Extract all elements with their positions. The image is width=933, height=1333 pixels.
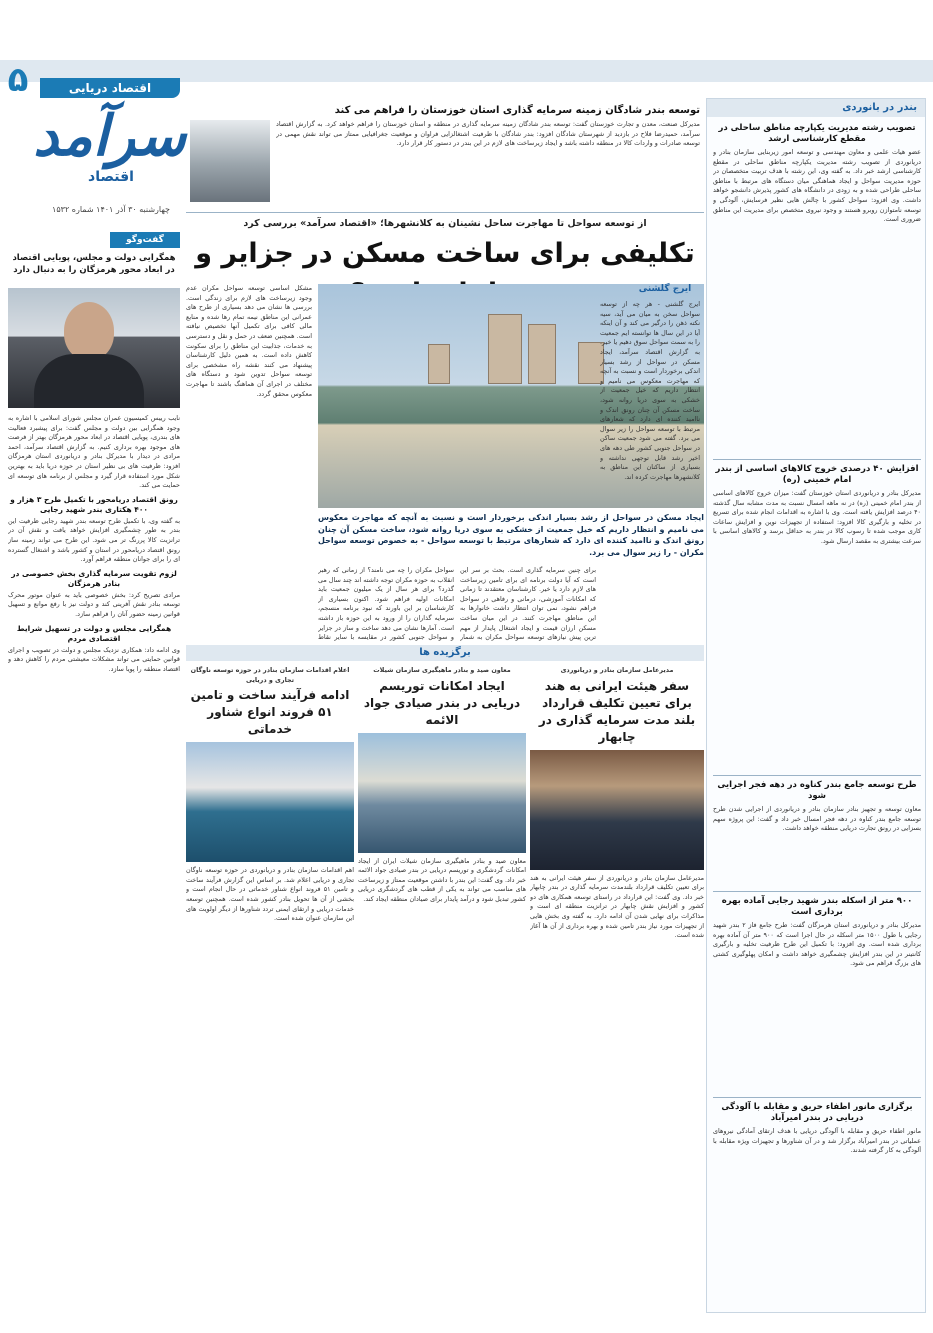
pick-a-kicker: مدیرعامل سازمان بنادر و دریانوردی	[560, 666, 674, 674]
pick-c-photo	[186, 742, 354, 862]
divider	[186, 212, 704, 213]
pick-b-kicker: معاون صید و بنادر ماهیگیری سازمان شیلات	[373, 666, 511, 674]
main-headline: تکلیفی برای ساخت مسکن در جزایر و	[195, 238, 695, 269]
right-story-2: افزایش ۴۰ درصدی خروج کالاهای اساسی از بندر امام خمینی (ره) مدیرکل بنادر و دریانوردی استان خوزستان گفت: میزان خروج کالاهای اساسی از بندر امام خمینی (ره) در نه ماهه امسال نسبت به مدت مشابه سال گذشته ۴۰ درصد افزایش یافته است. وی با اشاره به اقدامات انجام شده برای تسریع در تخلیه و بارگیری کالا افزود: استفاده از تجهیزات نوین و افزایش ساعات کاری موجب شده تا رسوب کالا در بندر به حداقل برسد و کالاهای اساسی با سرعت بیشتری به مقصد ارسال شود.	[713, 459, 921, 769]
interview-tag: گفت‌وگو	[110, 232, 180, 248]
portrait-face	[64, 302, 114, 360]
issue-date: چهارشنبه ۳۰ آذر ۱۴۰۱ شماره ۱۵۳۲	[52, 205, 170, 214]
right-story-1: تصویب رشته مدیریت یکپارچه مناطق ساحلی در مقطع کارشناسی ارشد عضو هیات علمی و معاون مهندسی و توسعه امور زیربنایی سازمان بنادر و دریانوردی از تصویب رشته مدیریت یکپارچه مناطق ساحلی در مقطع کارشناسی ارشد خبر داد. به گفته وی، این رشته با هدف تربیت متخصصان در حوزه مدیریت سواحل و ایجاد هماهنگی میان دستگاه های مرتبط با مناطق ساحلی طراحی شده و به زودی در دانشگاه های کشور پذیرش دانشجو خواهد داشت. وی افزود: سواحل کشور با چالش هایی نظیر فرسایش، آلودگی و توسعه نامتوازن روبرو هستند و وجود نیروی متخصص برای مدیریت این مناطق ضروری است.	[713, 123, 921, 224]
main-kicker: از توسعه سواحل تا مهاجرت ساحل نشینان به کلانشهرها؛ «اقتصاد سرآمد» بررسی کرد	[243, 218, 647, 229]
right-story-4: ۹۰۰ متر از اسکله بندر شهید رجایی آماده بهره برداری است مدیرکل بنادر و دریانوردی استان هرمزگان گفت: طرح جامع فاز ۲ بندر شهید رجایی با طول ۱۵۰۰ متر اسکله در حال اجرا است که ۹۰۰ متر آن آماده بهره برداری شده است. وی افزود: با تکمیل این طرح ظرفیت تخلیه و بارگیری کانتینر در این بندر افزایش چشمگیری خواهد داشت و امکان پهلوگیری کشتی های بزرگ فراهم می شود.	[713, 891, 921, 1091]
main-col1: ایرج گلشنی - هر چه از توسعه سواحل سخن به میان می آید، سیه نکته ذهن را درگیر می کند و آن اینکه آیا در این سال ها توانسته ایم جمعیت را به سمت سواحل سوق دهیم یا خیر. به گزارش اقتصاد سرآمد، ایجاد مسکن در سواحل از رشد بسیار اندکی برخوردار است و نسبت به آنچه که مهاجرت معکوس می نامیم و انتظار داریم که خیل جمعیت از خشکی به سوی دریا روانه شود، ساخت مسکن آن چنان رونق اندک و ناامید کننده ای دارد که شعارهای مرتبط با توسعه سواحل را زیر سوال می برد. گفته می شود جمعیت ساکن در سواحل جنوبی کشور طی دهه های اخیر رشد قابل توجهی نداشته و بسیاری از ساکنان این مناطق به کلانشهرها مهاجرت کرده اند.	[600, 300, 700, 481]
pick-c-body: اهم اقدامات سازمان بنادر و دریانوردی در حوزه توسعه ناوگان تجاری و دریایی اعلام شد. بر اساس این گزارش فرآیند ساخت و تامین ۵۱ فروند انواع شناور خدماتی در حال انجام است و بخشی از آن ها تحویل بنادر کشور شده است. همچنین توسعه خدمات دریایی و ارتقای ایمنی تردد شناورها از دیگر اولویت های این سازمان عنوان شده است.	[186, 866, 354, 923]
page-number: ۵	[7, 60, 29, 100]
pick-a-title: سفر هیئت ایرانی به هند برای تعیین تکلیف قرارداد بلند مدت سرمایه گذاری در چابهار	[538, 678, 696, 744]
top-story-title: توسعه بندر شادگان زمینه سرمایه گذاری استان خوزستان را فراهم می کند	[334, 105, 700, 116]
interview-portrait	[8, 288, 180, 408]
section-tab: اقتصاد دریایی	[40, 78, 180, 98]
tower-building	[488, 314, 522, 384]
logo-main-text: سرآمد	[33, 103, 186, 169]
right-story-3: طرح توسعه جامع بندر کناوه در دهه فجر اجرایی شود معاون توسعه و تجهیز بنادر سازمان بنادر و دریانوردی از اجرایی شدن طرح توسعه جامع بندر کناوه در دهه فجر امسال خبر داد و گفت: این پروژه سهم بسزایی در رونق تجارت دریایی منطقه خواهد داشت.	[713, 775, 921, 885]
interview-body2: به گفته وی، با تکمیل طرح توسعه بندر شهید رجایی ظرفیت این بندر به طور چشمگیری افزایش خواهد یافت و نقش آن در ترانزیت کالا پررنگ تر می شود. این طرح می تواند زمینه ساز رونق اقتصاد دریامحور در استان و کشور باشد و اشتغال گسترده ای را برای جوانان منطقه فراهم آورد.	[8, 516, 180, 564]
right-column-title: بندر در بانوردی	[707, 99, 925, 117]
main-col3: سواحل مکران را چه می نامند؟ از زمانی که رهبر انقلاب به حوزه مکران توجه داشته اند چند سال می گذرد؟ برای هر سال از یک میلیون جمعیت باید امکانات اولیه فراهم شود. اکنون بسیاری از کارشناسان بر این باورند که نبود برنامه منسجم، سرمایه گذاران را از ورود به این حوزه باز داشته است. آمارها نشان می دهد ساخت و ساز در جزایر و سواحل جنوبی کشور در مقایسه با سایر نقاط	[318, 566, 454, 642]
right-news-column	[706, 98, 926, 1313]
tower-building	[428, 344, 450, 384]
main-byline: ایرج گلشنی	[638, 284, 692, 294]
top-story-body: مدیرکل صنعت، معدن و تجارت خوزستان گفت: توسعه بندر شادگان زمینه سرمایه گذاری در منطقه و استان خوزستان را فراهم خواهد کرد. به گزارش اقتصاد سرآمد، حمیدرضا فلاح در بازدید از شهرستان شادگان افزود: بندر شادگان با ظرفیت اشتغالزایی فراوان و موقعیت جغرافیایی ممتاز می تواند نقش مهمی در توسعه صادرات و واردات کالا در منطقه داشته باشد و ایجاد زیرساخت های لازم در این بندر در دستور کار قرار دارد.	[276, 120, 700, 148]
interview-body: نایب رییس کمیسیون عمران مجلس شورای اسلامی با اشاره به وجود همگرایی بین دولت و مجلس گفت: برای پیشبرد فعالیت های بندری، پویایی اقتصاد در ابعاد محور هرمزگان بهتر از فرصت های موجود بهره برداری کنیم. به گزارش اقتصاد سرآمد، احمد مرادی در دیدار با مدیرکل بنادر و دریانوردی استان هرمزگان افزود: ظرفیت های بی نظیر استان در حوزه دریا باید به بهترین شکل مورد استفاده قرار گیرد و مجلس از برنامه های توسعه ای حمایت می کند.	[8, 414, 180, 490]
pick-b-title: ایجاد امکانات توریسم دریایی در بندر صیادی جواد الائمه	[363, 678, 521, 727]
tower-building	[528, 324, 556, 384]
interview-headline: همگرایی دولت و مجلس، پویایی اقتصاد در ابعاد محور هرمزگان را به دنبال دارد	[12, 253, 176, 275]
interview-sub3: همگرایی مجلس و دولت در تسهیل شرایط اقتصادی مردم	[16, 623, 172, 643]
pick-b	[358, 666, 526, 1312]
pick-a-photo	[530, 750, 704, 870]
pick-c-kicker: اعلام اقدامات سازمان بنادر در حوزه توسعه ناوگان تجاری و دریایی	[190, 666, 350, 684]
masthead-logo	[33, 103, 186, 204]
main-lead: ایجاد مسکن در سواحل از رشد بسیار اندکی برخوردار است و نسبت به آنچه که مهاجرت معکوس می نامیم و انتظار داریم که خیل جمعیت از خشکی به سوی دریا روانه شود، ساخت مسکن آن چنان رونق اندک و ناامید کننده ای دارد که شعارهای مرتبط با توسعه سواحل - به خصوص توسعه سواحل مکران - را زیر سوال می برد.	[318, 513, 704, 557]
picks-bar: برگزیده ها	[186, 645, 704, 661]
interview-column	[8, 232, 180, 1312]
pick-a	[530, 666, 704, 1312]
interview-body4: وی ادامه داد: همکاری نزدیک مجلس و دولت در تصویب و اجرای قوانین حمایتی می تواند مشکلات معیشتی مردم را کاهش دهد و اقتصاد منطقه را پویا سازد.	[8, 645, 180, 673]
pick-b-body: معاون صید و بنادر ماهیگیری سازمان شیلات ایران از ایجاد امکانات گردشگری و توریسم دریایی در بندر صیادی جواد الائمه خبر داد. وی گفت: این بندر با داشتن موقعیت ممتاز و زیرساخت های مناسب می تواند به یکی از قطب های گردشگری دریایی کشور تبدیل شود و درآمد پایدار برای صیادان منطقه ایجاد کند.	[358, 856, 526, 903]
right-story-5: برگزاری مانور اطفاء حریق و مقابله با آلودگی دریایی در بندر امیرآباد مانور اطفاء حریق و مقابله با آلودگی دریایی با هدف ارتقای آمادگی نیروهای عملیاتی در بندر امیرآباد برگزار شد و در آن شناورها و تجهیزات ویژه مقابله با آلودگی به کار گرفته شدند.	[713, 1097, 921, 1307]
top-story-photo	[190, 120, 270, 202]
pick-c-title: ادامه فرآیند ساخت و تامین ۵۱ فروند انواع شناور خدماتی	[190, 688, 350, 737]
interview-sub2: لزوم تقویت سرمایه گذاری بخش خصوصی در بنادر هرمزگان	[11, 568, 177, 588]
pick-b-photo	[358, 733, 526, 853]
main-col2: برای چنین سرمایه گذاری است. بحث بر سر این است که آیا دولت برنامه ای برای تامین زیرساخت های لازم دارد یا خیر. کارشناسان معتقدند تا زمانی که امکانات آموزشی، درمانی و رفاهی در سواحل فراهم نشود، نمی توان انتظار داشت خانوارها به این مناطق مهاجرت کنند. در این میان ساخت مسکن ارزان قیمت و ایجاد اشتغال پایدار از مهم ترین پیش نیازهای توسعه سواحل مکران به شمار	[460, 566, 596, 642]
logo-sub-text: اقتصاد	[88, 169, 134, 185]
interview-sub1: رونق اقتصاد دریامحور با تکمیل طرح ۳ هزار و ۴۰۰ هکتاری بندر شهید رجایی	[10, 494, 178, 514]
portrait-suit	[34, 354, 144, 408]
pick-a-body: مدیرعامل سازمان بنادر و دریانوردی از سفر هیئت ایرانی به هند برای تعیین تکلیف قرارداد بلندمدت سرمایه گذاری در بندر چابهار خبر داد. وی گفت: این قرارداد در راستای توسعه همکاری های دو کشور و افزایش نقش چابهار در ترانزیت منطقه ای است و مذاکرات برای نهایی شدن آن ادامه دارد. به گفته وی بخش هایی از تجهیزات مورد نیاز بندر تامین شده و بهره برداری از آن ها آغاز شده است.	[530, 873, 704, 940]
top-story	[276, 104, 700, 204]
interview-body3: مرادی تصریح کرد: بخش خصوصی باید به عنوان موتور محرک توسعه بنادر نقش آفرینی کند و دولت نیز با رفع موانع و تسهیل قوانین زمینه حضور آنان را فراهم سازد.	[8, 590, 180, 618]
main-col4: مشکل اساسی توسعه سواحل مکران عدم وجود زیرساخت های لازم برای زندگی است. بررسی ها نشان می دهد بسیاری از طرح های عمرانی این مناطق نیمه تمام رها شده و منابع مالی کافی برای تکمیل آنها تخصیص نیافته است. همچنین ضعف در حمل و نقل و دسترسی به خدمات، جذابیت این مناطق را برای سکونت کاهش داده است. به همین دلیل کارشناسان پیشنهاد می کنند نقشه راه مشخصی برای توسعه سواحل تدوین شود و دستگاه های مختلف در اجرای آن هماهنگ باشند تا مهاجرت معکوس محقق گردد.	[186, 284, 312, 398]
pick-c	[186, 666, 354, 1312]
